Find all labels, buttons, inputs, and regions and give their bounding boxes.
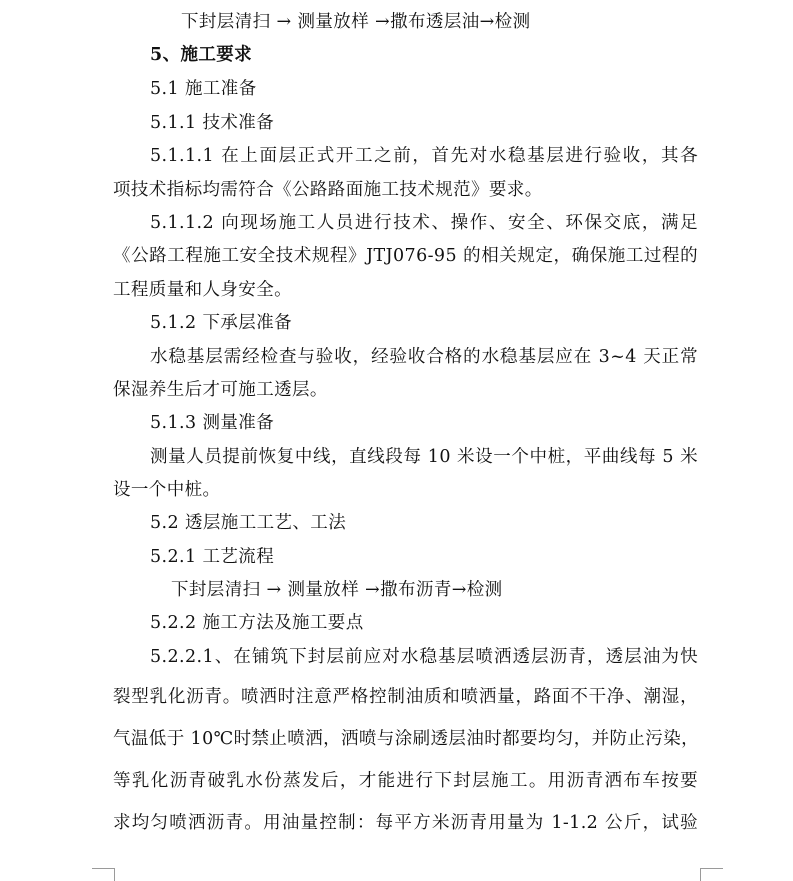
paragraph-line: 裂型乳化沥青。喷洒时注意严格控制油质和喷洒量，路面不干净、潮湿， [113, 687, 698, 707]
paragraph-line: 等乳化沥青破乳水份蒸发后，才能进行下封层施工。用沥青洒布车按要 [113, 771, 698, 791]
subsection-heading: 5.1.3 测量准备 [150, 413, 275, 433]
section-heading: 5、施工要求 [150, 45, 253, 65]
subsection-heading: 5.1.1 技术准备 [150, 113, 275, 133]
paragraph-line: 求均匀喷洒沥青。用油量控制：每平方米沥青用量为 1-1.2 公斤，试验 [113, 813, 698, 833]
subsection-heading: 5.2.1 工艺流程 [150, 547, 275, 567]
paragraph-line: 测量人员提前恢复中线，直线段每 10 米设一个中桩，平曲线每 5 米 [150, 447, 698, 467]
page-margin-corner-left [92, 868, 115, 881]
page-margin-corner-right [700, 868, 723, 881]
subsection-heading: 5.2 透层施工工艺、工法 [150, 513, 347, 533]
subsection-heading: 5.1.2 下承层准备 [150, 313, 292, 333]
paragraph-line: 5.2.2.1、在铺筑下封层前应对水稳基层喷洒透层沥青，透层油为快 [150, 647, 698, 667]
process-flow-line: 下封层清扫 → 测量放样 →撒布沥青→检测 [171, 580, 503, 600]
subsection-heading: 5.2.2 施工方法及施工要点 [150, 613, 364, 633]
subsection-heading: 5.1 施工准备 [150, 79, 257, 99]
paragraph-line: 保湿养生后才可施工透层。 [113, 380, 328, 400]
paragraph-line: 设一个中桩。 [113, 480, 221, 500]
paragraph-line: 水稳基层需经检查与验收，经验收合格的水稳基层应在 3~4 天正常 [150, 347, 698, 367]
paragraph-line: 5.1.1.2 向现场施工人员进行技术、操作、安全、环保交底，满足 [150, 213, 698, 233]
paragraph-line: 5.1.1.1 在上面层正式开工之前，首先对水稳基层进行验收，其各 [150, 146, 698, 166]
paragraph-line: 气温低于 10℃时禁止喷洒，洒喷与涂刷透层油时都要均匀，并防止污染， [113, 729, 700, 749]
paragraph-line: 《公路工程施工安全技术规程》JTJ076-95 的相关规定，确保施工过程的 [113, 246, 698, 266]
process-flow-line: 下封层清扫 → 测量放样 →撒布透层油→检测 [181, 12, 531, 32]
paragraph-line: 项技术指标均需符合《公路路面施工技术规范》要求。 [113, 180, 543, 200]
paragraph-line: 工程质量和人身安全。 [113, 280, 292, 300]
